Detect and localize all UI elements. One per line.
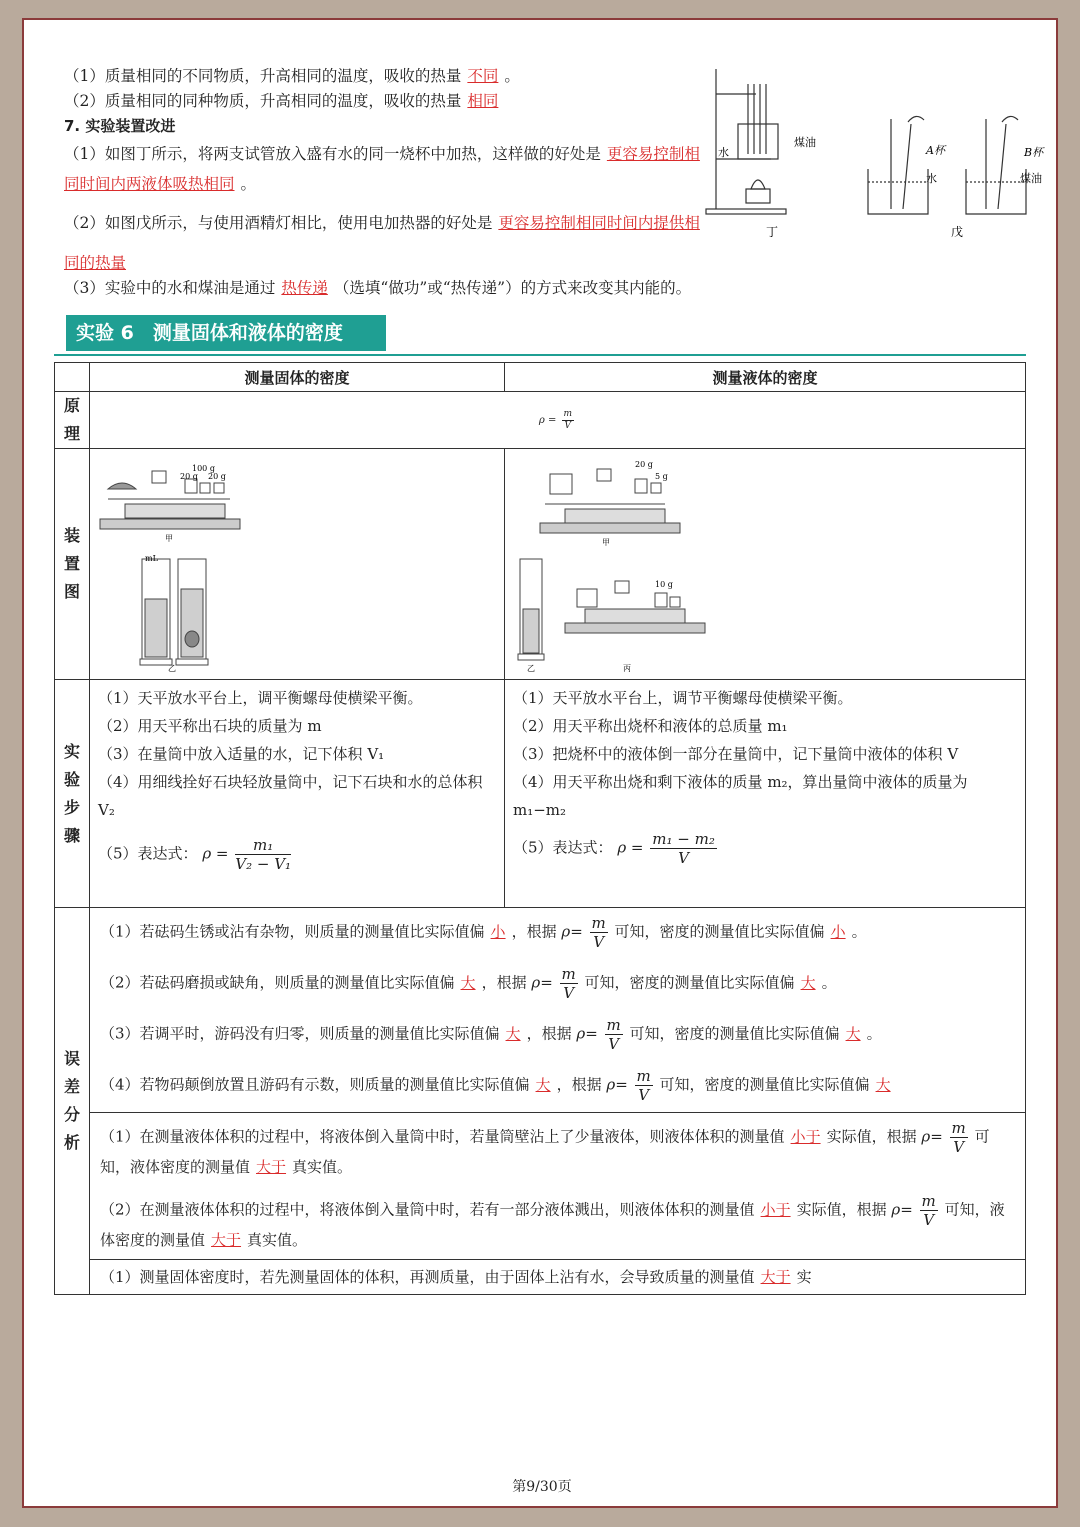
- ml-label: mL: [145, 554, 158, 563]
- fig-bing: 丙: [623, 664, 631, 673]
- solid-apparatus-cell: [90, 449, 505, 680]
- error-item: （1）测量固体密度时，若先测量固体的体积，再测质量，由于固体上沾有水，会导致质量的测量值 大于 实: [100, 1268, 812, 1286]
- solid-steps-cell: [90, 680, 505, 908]
- error-order-cell: [90, 1260, 1026, 1295]
- page: [22, 18, 1058, 1508]
- line-2: （2）质量相同的同种物质，升高相同的温度，吸收的热量 相同: [64, 89, 704, 114]
- cup-b-label: B杯: [1024, 146, 1044, 159]
- error-item: （2）若砝码磨损或缺角，则质量的测量值比实际值偏 大 ，根据 ρ= $\frac{m}{V}$ 可知，密度的测量值比实际值偏 大 。: [100, 965, 837, 1002]
- oil-label: 煤油: [794, 136, 816, 149]
- liquid-steps-cell: [505, 680, 1026, 908]
- beaker-b-icon: [966, 116, 1026, 214]
- line-3: （1）如图丁所示，将两支试管放入盛有水的同一烧杯中加热，这样做的好处是 更容易控制相同时间内两液体吸热相同 。: [64, 145, 700, 193]
- corner-cell: [55, 363, 90, 392]
- answer: 热传递: [281, 279, 328, 297]
- row-steps: 实验步骤: [55, 680, 90, 908]
- liquid-step: （2）用天平称出烧杯和液体的总质量 m₁: [513, 717, 788, 735]
- fig-yi: 乙: [168, 664, 176, 673]
- weight-10g: 10 g: [655, 580, 673, 589]
- row-apparatus: 装置图: [55, 449, 90, 680]
- beaker-a-icon: [868, 116, 928, 214]
- weight-100g: 100 g: [192, 464, 215, 473]
- principle-fraction: $\frac{m}{V}$: [563, 408, 573, 431]
- experiment-6-banner: 实验 6 测量固体和液体的密度: [66, 315, 386, 351]
- line-4: （2）如图戊所示，与使用酒精灯相比，使用电加热器的好处是 更容易控制相同时间内提供相同的热量: [64, 214, 700, 272]
- density-table: [54, 362, 1026, 1295]
- weight-5g: 5 g: [655, 472, 668, 481]
- cup-a-label: A杯: [926, 144, 945, 157]
- row-principle: 原理: [55, 392, 90, 449]
- fig-jia-2: 甲: [602, 538, 610, 547]
- ding-label: 丁: [766, 225, 779, 239]
- section-7-heading: 7. 实验装置改进: [64, 117, 176, 135]
- wu-label: 戊: [951, 225, 964, 239]
- water-label-2: 水: [926, 172, 937, 185]
- error-item: （1）若砝码生锈或沾有杂物，则质量的测量值比实际值偏 小 ，根据 ρ= $\frac{m}{V}$ 可知，密度的测量值比实际值偏 小 。: [100, 914, 867, 951]
- principle-lhs: ρ =: [538, 414, 557, 426]
- liquid-expression: （5）表达式： ρ = $\frac{\text{m₁ − m₂}}{V}$: [513, 830, 715, 867]
- answer: 更容易控制相同时间内提供相同的热量: [64, 214, 700, 272]
- weight-20g-a: 20 g: [180, 472, 198, 481]
- error-item: （3）若调平时，游码没有归零，则质量的测量值比实际值偏 大 ，根据 ρ= $\frac{m}{V}$ 可知，密度的测量值比实际值偏 大 。: [100, 1016, 882, 1053]
- apparatus-figures: [696, 64, 1046, 244]
- answer: 更容易控制相同时间内两液体吸热相同: [64, 145, 700, 193]
- weight-20g-c: 20 g: [635, 460, 653, 469]
- solid-apparatus-icon: [90, 449, 504, 675]
- line-5: （3）实验中的水和煤油是通过 热传递 （选填“做功”或“热传递”）的方式来改变其内能的。: [64, 279, 692, 297]
- solid-step: （2）用天平称出石块的质量为 m: [98, 717, 322, 735]
- error-item: （4）若物码颠倒放置且游码有示数，则质量的测量值比实际值偏 大 ，根据 ρ= $\frac{m}{V}$ 可知，密度的测量值比实际值偏 大: [100, 1067, 891, 1104]
- liquid-step: （3）把烧杯中的液体倒一部分在量筒中，记下量筒中液体的体积 V: [513, 745, 959, 763]
- col-liquid: 测量液体的密度: [505, 363, 1026, 392]
- liquid-fraction: $\frac{\text{m₁ − m₂}}{V}$: [652, 830, 715, 867]
- error-item: （1）在测量液体体积的过程中，将液体倒入量筒中时，若量筒壁沾上了少量液体，则液体体积的测量值 小于 实际值，根据 ρ= $\frac{m}{V}$ 可知，液体密度的测量值 大于 真实值。: [100, 1119, 990, 1176]
- liquid-apparatus-icon: [505, 449, 1025, 675]
- liquid-step: （1）天平放水平台上，调节平衡螺母使横梁平衡。: [513, 689, 853, 707]
- error-item: （2）在测量液体体积的过程中，将液体倒入量筒中时，若有一部分液体溅出，则液体体积的测量值 小于 实际值，根据 ρ= $\frac{m}{V}$ 可知，液体密度的测量值 大于 真实值。: [100, 1192, 1005, 1249]
- col-solid: 测量固体的密度: [90, 363, 505, 392]
- solid-expression: （5）表达式： ρ = $\frac{\text{m₁}}{\text{V₂ − V₁}}$: [98, 836, 292, 873]
- line-1: （1）质量相同的不同物质，升高相同的温度，吸收的热量 不同 。: [64, 67, 520, 85]
- page-number: 第9/30页: [512, 1479, 572, 1495]
- error-liquid-cell: [90, 1113, 1026, 1260]
- principle-cell: [90, 392, 1026, 449]
- top-text: [64, 64, 704, 283]
- weight-20g-b: 20 g: [208, 472, 226, 481]
- oil-label-2: 煤油: [1020, 172, 1042, 185]
- water-label: 水: [718, 146, 729, 159]
- error-solid-cell: [90, 908, 1026, 1113]
- fig-jia: 甲: [165, 534, 173, 543]
- solid-step: （3）在量筒中放入适量的水，记下体积 V₁: [98, 745, 385, 763]
- liquid-apparatus-cell: [505, 449, 1026, 680]
- liquid-step: （4）用天平称出烧和剩下液体的质量 m₂，算出量筒中液体的质量为 m₁−m₂: [513, 773, 968, 819]
- solid-step: （1）天平放水平台上，调平衡螺母使横梁平衡。: [98, 689, 423, 707]
- banner-rule: [54, 354, 1026, 356]
- fig-yi-2: 乙: [527, 664, 535, 673]
- answer: 不同: [467, 67, 499, 85]
- row-error: 误差分析: [55, 908, 90, 1295]
- solid-step: （4）用细线拴好石块轻放量筒中，记下石块和水的总体积 V₂: [98, 773, 483, 819]
- answer: 相同: [467, 92, 499, 110]
- solid-fraction: $\frac{\text{m₁}}{\text{V₂ − V₁}}$: [235, 836, 292, 873]
- stand-apparatus-icon: [706, 69, 786, 214]
